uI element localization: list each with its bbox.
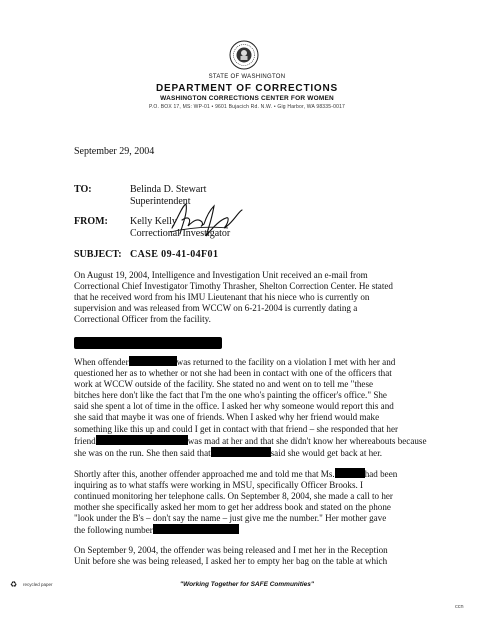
recycle-icon: ♻ [10,580,18,589]
text-line: On August 19, 2004, Intelligence and Investigation Unit received an e-mail from [74,270,368,280]
footer-motto: "Working Together for SAFE Communities" [179,581,314,588]
letterhead-department: DEPARTMENT OF CORRECTIONS [155,83,339,94]
paragraph-3 [74,468,419,537]
paragraph-1 [74,270,419,325]
state-seal-icon [229,40,259,70]
redaction-bar [153,524,239,534]
redaction-bar [129,356,177,366]
paragraph-4 [74,545,419,567]
to-label: TO: [74,184,92,195]
text-line: bitches here don't like the fact that I'm the one who's painting the officer's office." She [74,390,387,401]
text-segment: she was on the run. She then said that [74,447,211,458]
redaction-bar [96,435,188,445]
text-line: "look under the B's – don't say the name – just give me the number." Her mother gave [74,513,387,524]
redaction-bar [211,447,271,457]
text-segment: said she would get back at her. [270,447,383,458]
text-line: Correctional Chief Investigator Timothy Thrasher, Shelton Correction Center. He stated [74,281,393,292]
text-line: she said that maybe it was one of friends. When I asked why her friend would make [74,412,380,423]
text-segment: friend [74,435,96,446]
text-segment: had been [364,469,398,479]
text-line: questioned her as to whether or not she had been in contact with one of the officers that [74,368,392,379]
redaction-bar [335,468,365,478]
redaction-bar [74,337,222,349]
text-segment: the following number [74,525,153,536]
text-segment: was mad at her and that she didn't know her whereabouts because [187,435,427,446]
letterhead-address: P.O. BOX 17, MS: WP-01 • 9601 Bujacich Rd. N.W. • Gig Harbor, WA 98335-0017 [148,104,346,110]
text-line: inquiring as to what staffs were working in MSU, specifically Officer Brooks. I [74,480,364,491]
text-line: that he received word from his IMU Lieutenant that his niece who is currently on [74,292,370,303]
recycled-paper-note: recycled paper [23,582,53,587]
text-line: On September 9, 2004, the offender was being released and I met her in the Reception [74,545,388,555]
text-line: something like this up and could I get in contact with that friend – she responded that her [74,423,399,434]
text-line: Correctional Officer from the facility. [74,314,211,325]
from-label: FROM: [74,216,108,227]
page-mark: ccn [455,604,464,610]
subject-value: CASE 09-41-04F01 [130,249,219,260]
to-name: Belinda D. Stewart [130,184,207,195]
from-title: Correctional Investigator [130,228,231,239]
letterhead-state: STATE OF WASHINGTON [208,74,286,80]
paragraph-2 [74,356,427,459]
memo-date: September 29, 2004 [74,146,155,157]
text-line: Unit before she was being released, I asked her to empty her bag on the table at which [74,556,388,567]
text-line: work at WCCW outside of the facility. She stated no and went on to tell me "these [74,379,374,390]
text-line: supervision and was released from WCCW on 6-21-2004 is currently dating a [74,303,358,314]
text-line: continued monitoring her telephone calls. On September 8, 2004, she made a call to her [74,491,393,502]
text-line: said she spent a lot of time in the office. I asked her why someone would report this and [74,401,394,412]
letterhead-center: WASHINGTON CORRECTIONS CENTER FOR WOMEN [160,95,334,102]
text-line: mother she specifically asked her mom to get her address book and stated on the phone [74,502,391,513]
text-segment: Shortly after this, another offender approached me and told me that Ms. [74,469,335,479]
text-segment: When offender [74,357,129,367]
text-segment: was returned to the facility on a violation I met with her and [176,357,396,367]
from-name: Kelly Kelly [130,216,177,227]
subject-label: SUBJECT: [74,249,122,260]
to-title: Superintendent [130,196,191,207]
handwritten-signature [168,198,248,242]
